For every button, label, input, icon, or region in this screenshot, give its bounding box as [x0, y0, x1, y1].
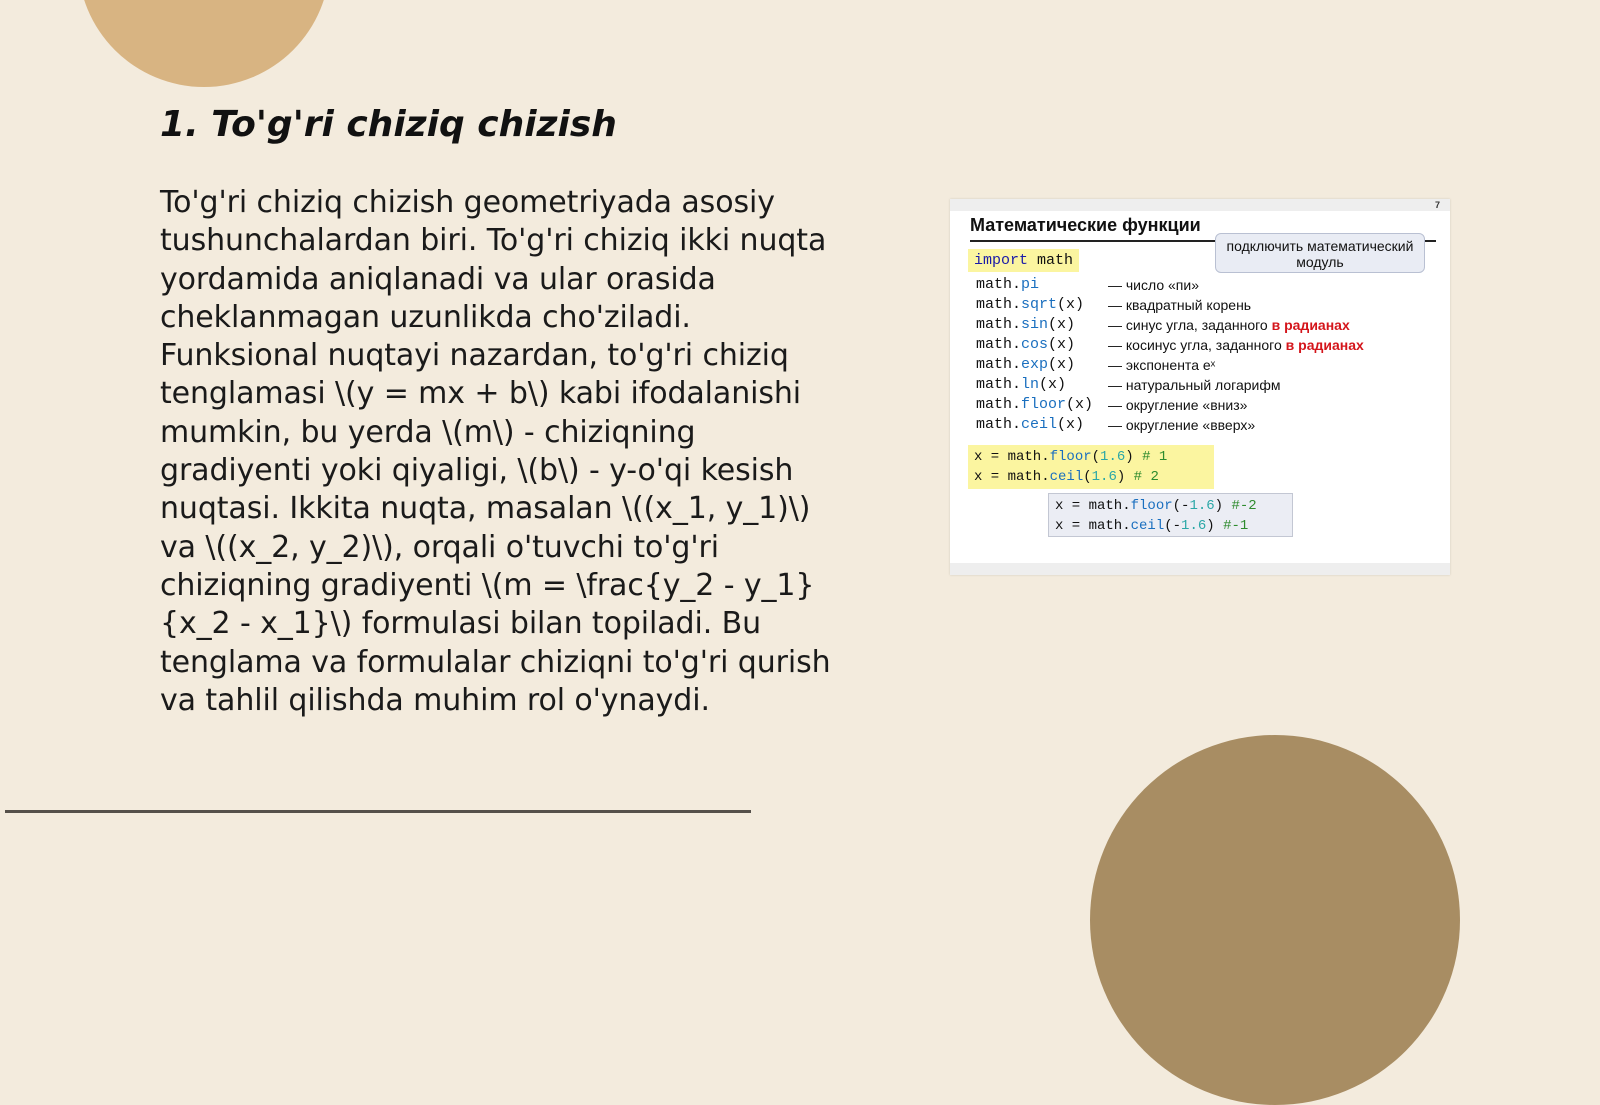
- function-desc-text: квадратный корень: [1125, 297, 1252, 313]
- function-desc-text: экспонента eˣ: [1125, 357, 1216, 373]
- divider-line: [5, 810, 751, 813]
- example-number: 1.6: [1091, 469, 1117, 485]
- function-args: (x): [1057, 296, 1085, 313]
- function-code: [976, 335, 1075, 355]
- function-code: [976, 295, 1084, 315]
- import-module: math: [1037, 252, 1074, 269]
- function-name: cos: [1021, 336, 1049, 353]
- example-comment: # 2: [1133, 469, 1159, 485]
- function-dash: —: [1108, 297, 1122, 313]
- embedded-slide-image: [950, 199, 1450, 575]
- function-dash: —: [1108, 317, 1122, 333]
- examples-positive: [968, 445, 1214, 489]
- function-row: [976, 315, 1436, 335]
- function-args: (x): [1048, 356, 1076, 373]
- function-emphasis: в радианах: [1271, 317, 1350, 333]
- embedded-page-number: 7: [1434, 200, 1440, 210]
- import-keyword: import: [974, 252, 1029, 269]
- example-prefix: x = math.: [974, 449, 1050, 465]
- example-close: ): [1116, 469, 1126, 485]
- function-desc-text: округление «вниз»: [1125, 397, 1248, 413]
- example-function: floor: [1130, 498, 1173, 514]
- function-object: math.: [976, 396, 1022, 413]
- decorative-circle-top: [78, 0, 330, 87]
- function-name: ln: [1021, 376, 1040, 393]
- example-close: ): [1214, 498, 1224, 514]
- function-dash: —: [1108, 357, 1122, 373]
- example-prefix: x = math.: [1055, 498, 1131, 514]
- function-args: (x): [1057, 416, 1085, 433]
- function-code: [976, 415, 1084, 435]
- function-args: (x): [1039, 376, 1067, 393]
- function-desc-text: косинус угла, заданного: [1125, 337, 1286, 353]
- function-dash: —: [1108, 397, 1122, 413]
- function-list: [976, 275, 1436, 435]
- function-desc-text: натуральный логарифм: [1125, 377, 1281, 393]
- function-description: [1108, 315, 1350, 335]
- function-dash: —: [1108, 417, 1122, 433]
- example-line: [1055, 496, 1286, 516]
- function-description: [1108, 295, 1251, 315]
- example-comment: #-2: [1231, 498, 1257, 514]
- example-prefix: x = math.: [1055, 518, 1131, 534]
- function-row: [976, 295, 1436, 315]
- function-object: math.: [976, 336, 1022, 353]
- function-row: [976, 415, 1436, 435]
- import-statement: [968, 249, 1079, 272]
- function-emphasis: в радианах: [1285, 337, 1364, 353]
- function-description: [1108, 355, 1215, 375]
- function-row: [976, 395, 1436, 415]
- examples-negative: [1048, 493, 1293, 537]
- function-object: math.: [976, 356, 1022, 373]
- function-description: [1108, 375, 1281, 395]
- function-object: math.: [976, 316, 1022, 333]
- example-number: 1.6: [1100, 449, 1126, 465]
- embedded-slide-header: [950, 199, 1450, 211]
- example-number: 1.6: [1189, 498, 1215, 514]
- example-line: [1055, 516, 1286, 536]
- function-row: [976, 355, 1436, 375]
- function-object: math.: [976, 416, 1022, 433]
- function-name: sin: [1021, 316, 1049, 333]
- body-paragraph: To'g'ri chiziq chizish geometriyada asosiy tushunchalardan biri. To'g'ri chiziq ikki nuqta yordamida aniqlanadi va ular orasida cheklanmagan uzunlikda cho'ziladi. Funksional nuqtayi nazardan, to'g'ri chiziq tenglamasi \(y = mx + b\) kabi ifodalanishi mumkin, bu yerda \(m\) - chiziqning gradiyenti yoki qiyaligi, \(b\) - y-o'qi kesish nuqtasi. Ikkita nuqta, masalan \((x_1, y_1)\) va \((x_2, y_2)\), orqali o'tuvchi to'g'ri chiziqning gradiyenti \(m = \frac{y_2 - y_1}{x_2 - x_1}\) formulasi bilan topiladi. Bu tenglama va formulalar chiziqni to'g'ri qurish va tahlil qilishda muhim rol o'ynaydi.: [160, 185, 831, 718]
- example-line: [974, 467, 1208, 487]
- example-close: ): [1125, 449, 1134, 465]
- function-description: [1108, 395, 1247, 415]
- function-row: [976, 375, 1436, 395]
- function-row: [976, 335, 1436, 355]
- function-code: [976, 275, 1039, 295]
- function-name: exp: [1021, 356, 1049, 373]
- function-dash: —: [1108, 277, 1122, 293]
- example-open: (: [1091, 449, 1101, 465]
- function-description: [1108, 415, 1255, 435]
- function-args: (x): [1066, 396, 1094, 413]
- function-object: math.: [976, 376, 1022, 393]
- embedded-slide-footer: [950, 563, 1450, 575]
- function-description: [1108, 335, 1364, 355]
- example-function: floor: [1049, 449, 1092, 465]
- slide-heading: 1. To'g'ri chiziq chizish: [160, 104, 617, 145]
- function-object: math.: [976, 276, 1022, 293]
- function-desc-text: синус угла, заданного: [1125, 317, 1272, 333]
- example-comment: #-1: [1223, 518, 1249, 534]
- example-prefix: x = math.: [974, 469, 1050, 485]
- example-open: (-: [1172, 498, 1190, 514]
- example-function: ceil: [1049, 469, 1084, 485]
- function-desc-text: число «пи»: [1125, 277, 1199, 293]
- function-dash: —: [1108, 377, 1122, 393]
- function-dash: —: [1108, 337, 1122, 353]
- function-desc-text: округление «вверх»: [1125, 417, 1256, 433]
- example-function: ceil: [1130, 518, 1165, 534]
- function-object: math.: [976, 296, 1022, 313]
- function-name: pi: [1021, 276, 1040, 293]
- decorative-circle-bottom: [1090, 735, 1460, 1105]
- example-open: (-: [1164, 518, 1182, 534]
- example-line: [974, 447, 1208, 467]
- function-name: floor: [1021, 396, 1067, 413]
- example-close: ): [1206, 518, 1215, 534]
- callout-note: подключить математический модуль: [1215, 233, 1425, 273]
- function-name: sqrt: [1021, 296, 1058, 313]
- example-open: (: [1083, 469, 1092, 485]
- function-description: [1108, 275, 1199, 295]
- function-code: [976, 355, 1075, 375]
- example-comment: # 1: [1142, 449, 1168, 465]
- function-code: [976, 395, 1093, 415]
- example-number: 1.6: [1181, 518, 1207, 534]
- function-args: (x): [1048, 316, 1076, 333]
- function-args: (x): [1048, 336, 1076, 353]
- function-name: ceil: [1021, 416, 1058, 433]
- function-code: [976, 375, 1066, 395]
- embedded-slide-title: Математические функции: [970, 215, 1201, 235]
- function-code: [976, 315, 1075, 335]
- function-row: [976, 275, 1436, 295]
